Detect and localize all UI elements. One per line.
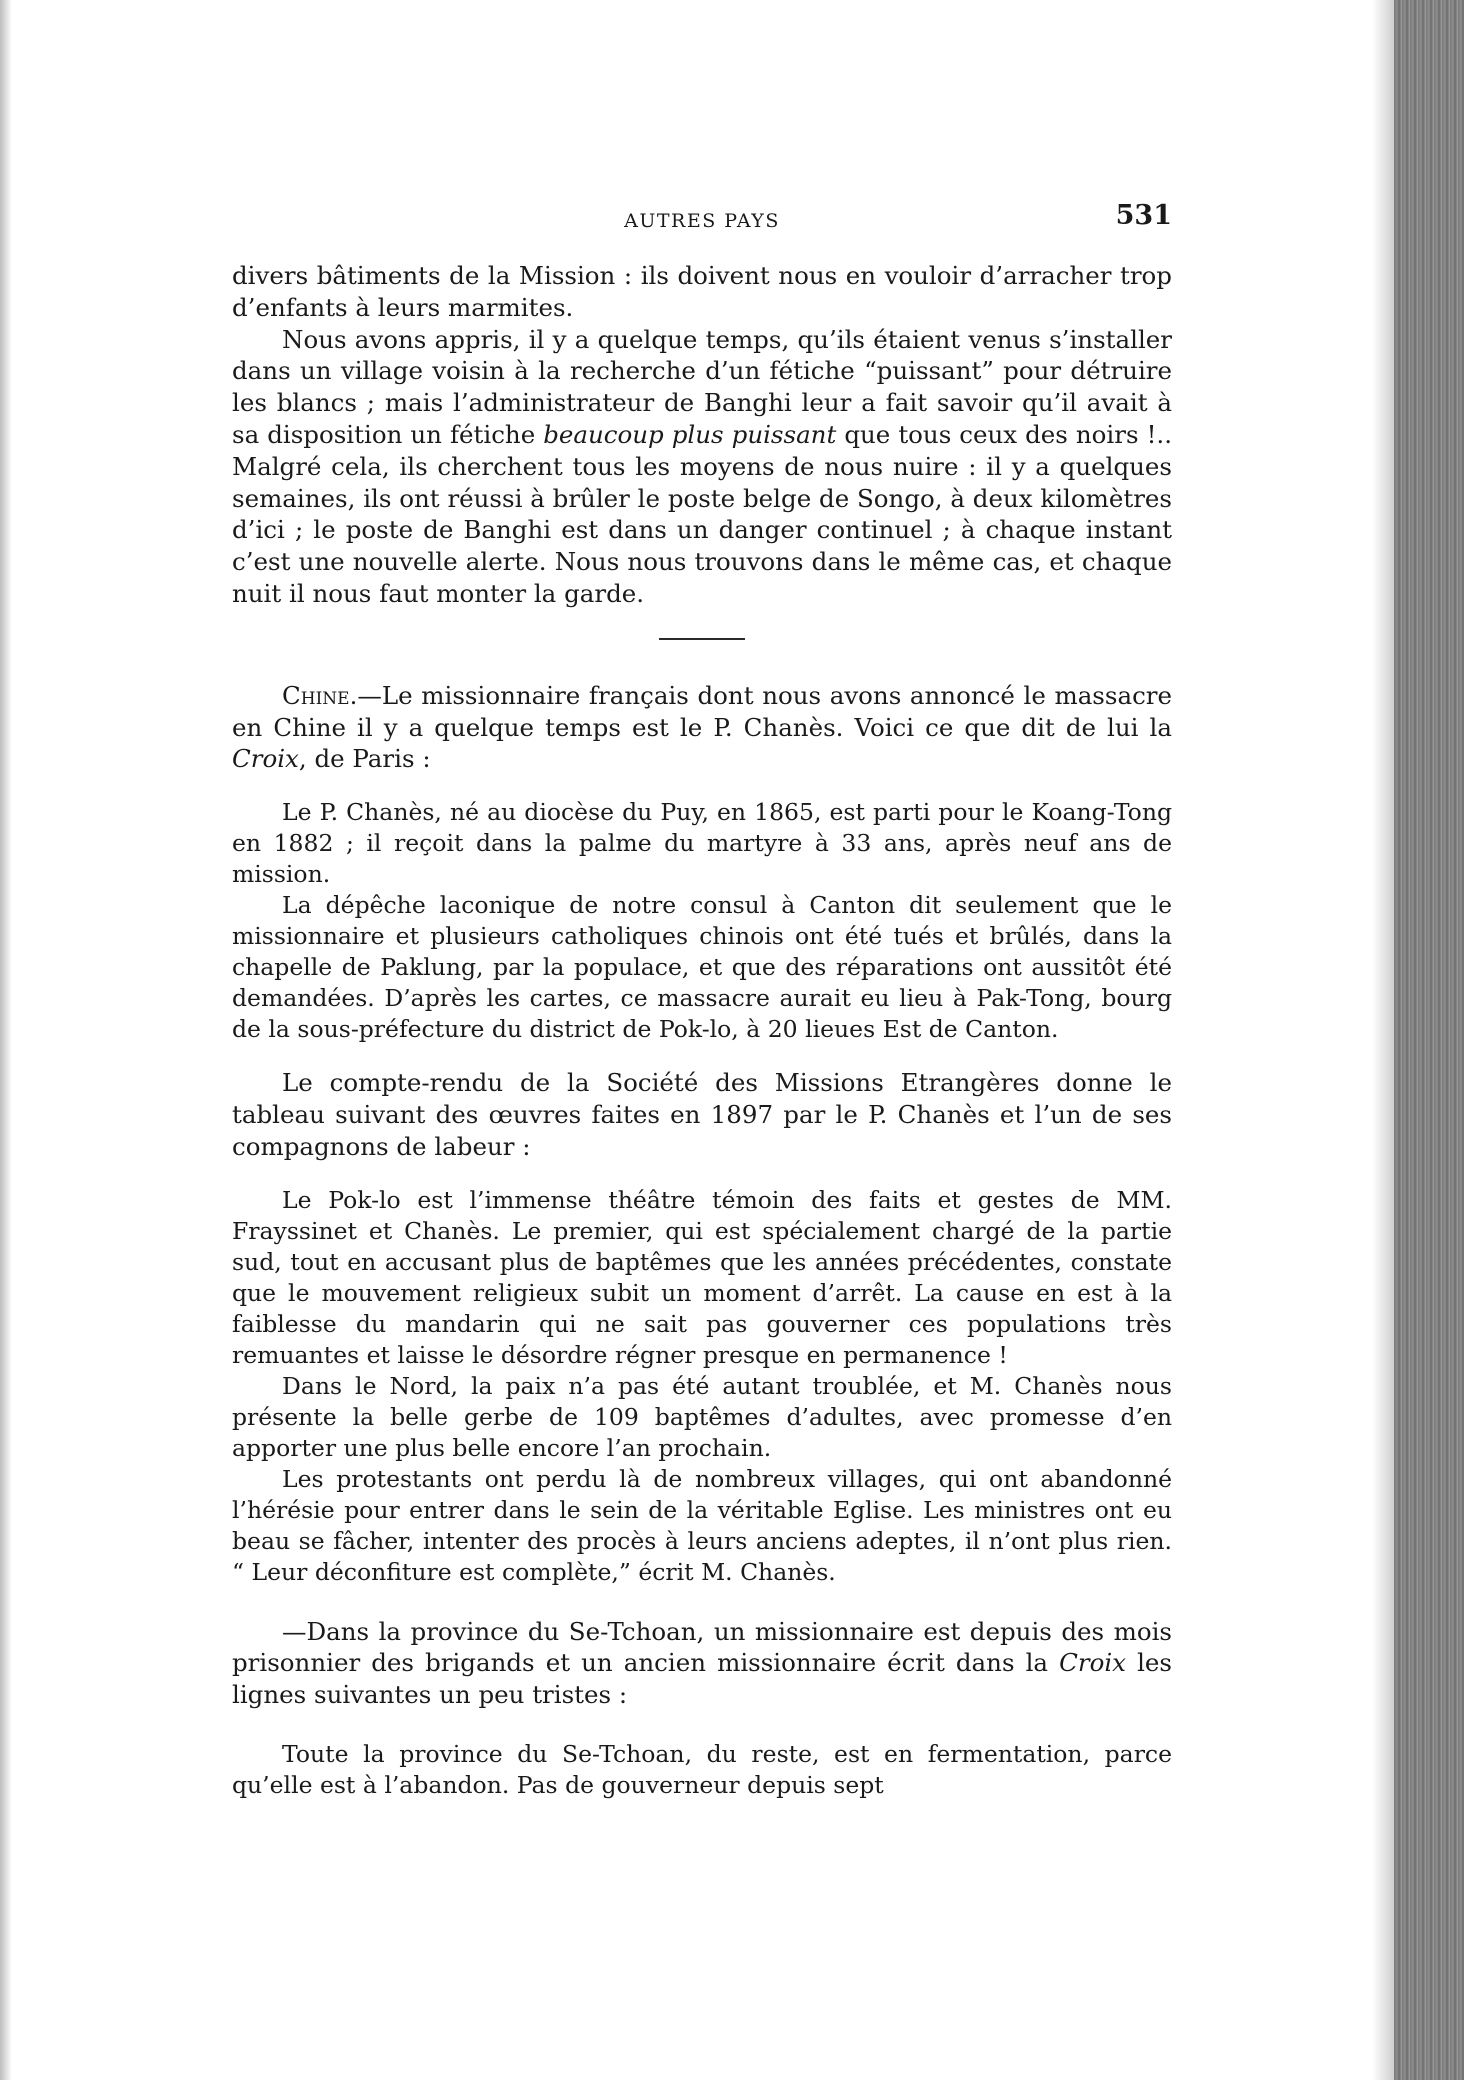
chine-intro-italic: Croix xyxy=(232,744,299,774)
quote-pok-lo: Le Pok-lo est l’immense théâtre témoin des faits et gestes de MM. Frayssinet et Chanès. Le premier, qui est spécialement chargé de la partie sud, tout en accusant plus de baptêmes que les années précédentes, constate que le mouvement religieux subit un moment d’arrêt. La cause en est à la faiblesse du mandarin qui ne sait pas gouverner ces populations très remuantes et laisse le désordre régner presque en permanence ! xyxy=(232,1185,1172,1369)
section-separator xyxy=(659,638,745,640)
se-tchoan-italic: Croix xyxy=(1059,1648,1126,1678)
quote-depeche: La dépêche laconique de notre consul à Canton dit seulement que le missionnaire et plusieurs catholiques chinois ont été tués et brûlés, dans la chapelle de Paklung, par la populace, et que des réparations ont aussitôt été demandées. D’après les cartes, ce massacre aurait eu lieu à Pak-Tong, bourg de la sous-préfecture du district de Pok-lo, à 20 lieues Est de Canton. xyxy=(232,891,1172,1044)
paragraph-fetiche-part-b: que tous ceux des noirs !.. Malgré cela, ils cherchent tous les moyens de nous nuire : il y a quelques semaines, ils ont réussi à brûler le poste belge de Songo, à deux kilomètres d’ici ; le poste de Banghi est dans un danger continuel ; à chaque instant c’est une nouvelle alerte. Nous nous trouvons dans le même cas, et chaque nuit il nous faut monter la garde. xyxy=(232,419,1172,608)
chine-intro-part-a: —Le missionnaire français dont nous avons annoncé le massacre en Chine il y a quelque temps est le P. Chanès. Voici ce que dit de lui la xyxy=(232,680,1172,742)
quote-nord: Dans le Nord, la paix n’a pas été autant troublée, et M. Chanès nous présente la belle gerbe de 109 baptêmes d’adultes, avec promesse d’en apporter une plus belle encore l’an prochain. xyxy=(232,1371,1172,1462)
binding-shadow xyxy=(1372,0,1394,2080)
quote-biography: Le P. Chanès, né au diocèse du Puy, en 1865, est parti pour le Koang-Tong en 1882 ; il reçoit dans la palme du martyre à 33 ans, après neuf ans de mission. xyxy=(232,798,1172,889)
paragraph-fetiche-italic: beaucoup plus puissant xyxy=(543,419,837,449)
running-title: AUTRES PAYS xyxy=(624,210,780,232)
running-head xyxy=(232,200,1172,260)
paragraph-chine-intro xyxy=(232,680,1172,775)
paragraph-fetiche-part-a: Nous avons appris, il y a quelque temps, qu’ils étaient venus s’installer dans un village voisin à la recherche d’un fétiche “puissant” pour détruire les blancs ; mais l’administrateur de Banghi leur a fait savoir qu’il avait à sa disposition un fétiche xyxy=(232,324,1172,449)
section-lead-chine: Chine. xyxy=(282,680,358,710)
paragraph-fetiche xyxy=(232,324,1172,610)
paragraph-continued: divers bâtiments de la Mission : ils doivent nous en vouloir d’arracher trop d’enfants à leurs marmites. xyxy=(232,261,1172,322)
page-number: 531 xyxy=(1115,200,1172,231)
quote-protestants: Les protestants ont perdu là de nombreux villages, qui ont abandonné l’hérésie pour entrer dans le sein de la véritable Eglise. Les ministres ont eu beau se fâcher, intenter des procès à leurs anciens adeptes, il n’ont plus rien. “ Leur déconfiture est complète,” écrit M. Chanès. xyxy=(232,1464,1172,1586)
se-tchoan-part-a: —Dans la province du Se-Tchoan, un missionnaire est depuis des mois prisonnier des brigands et un ancien missionnaire écrit dans la xyxy=(232,1616,1172,1678)
text-block xyxy=(232,200,1172,1801)
paragraph-compte-rendu: Le compte-rendu de la Société des Missions Etrangères donne le tableau suivant des œuvres faites en 1897 par le P. Chanès et l’un de ses compagnons de labeur : xyxy=(232,1068,1172,1161)
se-tchoan-part-b: les lignes suivantes un peu tristes : xyxy=(232,1648,1172,1710)
chine-intro-part-b: , de Paris : xyxy=(298,744,431,774)
paragraph-se-tchoan xyxy=(232,1616,1172,1711)
quote-province: Toute la province du Se-Tchoan, du reste, est en fermentation, parce qu’elle est à l’abandon. Pas de gouverneur depuis sept xyxy=(232,1739,1172,1799)
page-stack-edge xyxy=(1394,0,1464,2080)
